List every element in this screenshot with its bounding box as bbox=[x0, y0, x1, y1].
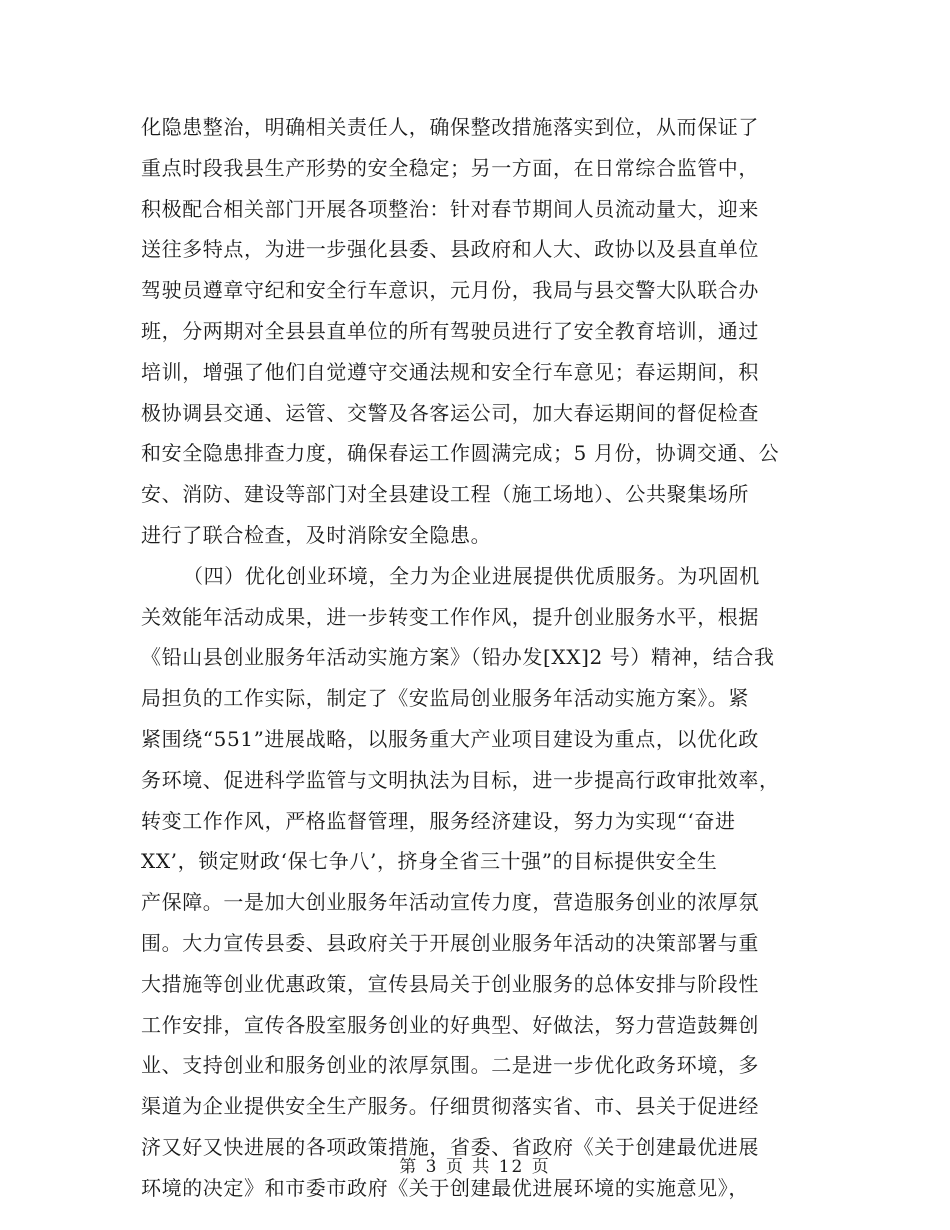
text-line: 积极配合相关部门开展各项整治：针对春节期间人员流动量大，迎来 bbox=[141, 196, 759, 221]
section-heading-line: （四）优化创业环境，全力为企业进展提供优质服务。为巩固机 bbox=[183, 563, 760, 588]
text-line: 关效能年活动成果，进一步转变工作作风，提升创业服务水平，根据 bbox=[141, 604, 759, 629]
text-line: 工作安排，宣传各股室服务创业的好典型、好做法，努力营造鼓舞创 bbox=[141, 1012, 759, 1037]
text-line: 班，分两期对全县县直单位的所有驾驶员进行了安全教育培训，通过 bbox=[141, 318, 759, 343]
text-line: 驾驶员遵章守纪和安全行车意识，元月份，我局与县交警大队联合办 bbox=[141, 278, 759, 303]
text-line: 局担负的工作实际，制定了《安监局创业服务年活动实施方案》。紧 bbox=[141, 686, 749, 711]
text-line: 渠道为企业提供安全生产服务。仔细贯彻落实省、市、县关于促进经 bbox=[141, 1094, 759, 1119]
text-line: 产保障。一是加大创业服务年活动宣传力度，营造服务创业的浓厚氛 bbox=[141, 890, 759, 915]
text-line: 化隐患整治，明确相关责任人，确保整改措施落实到位，从而保证了 bbox=[141, 115, 759, 139]
text-line: 大措施等创业优惠政策，宣传县局关于创业服务的总体安排与阶段性 bbox=[141, 971, 759, 996]
text-line: 进行了联合检查，及时消除安全隐患。 bbox=[141, 522, 492, 547]
text-line: 极协调县交通、运管、交警及各客运公司，加大春运期间的督促检查 bbox=[141, 400, 759, 425]
text-line: 重点时段我县生产形势的安全稳定；另一方面，在日常综合监管中， bbox=[141, 155, 759, 180]
text-line: 紧围绕“551”进展战略，以服务重大产业项目建设为重点，以优化政 bbox=[141, 726, 759, 751]
page-number-footer: 第 3 页 共 12 页 bbox=[399, 1157, 551, 1177]
text-line: 济又好又快进展的各项政策措施，省委、省政府《关于创建最优进展 bbox=[141, 1134, 759, 1159]
text-line: XX’，锁定财政‘保七争八’，挤身全省三十强”的目标提供安全生 bbox=[141, 849, 718, 874]
text-line: 《铅山县创业服务年活动实施方案》（铅办发[XX]2 号）精神，结合我 bbox=[141, 645, 775, 670]
text-line: 环境的决定》和市委市政府《关于创建最优进展环境的实施意见》， bbox=[141, 1175, 749, 1200]
text-line: 围。大力宣传县委、县政府关于开展创业服务年活动的决策部署与重 bbox=[141, 930, 759, 955]
text-line: 送往多特点，为进一步强化县委、县政府和人大、政协以及县直单位 bbox=[141, 237, 759, 262]
text-line: 培训，增强了他们自觉遵守交通法规和安全行车意见；春运期间，积 bbox=[141, 359, 759, 384]
text-line: 业、支持创业和服务创业的浓厚氛围。二是进一步优化政务环境，多 bbox=[141, 1053, 759, 1078]
text-line: 安、消防、建设等部门对全县建设工程（施工场地）、公共聚集场所 bbox=[141, 482, 749, 507]
text-line: 和安全隐患排查力度，确保春运工作圆满完成；5 月份，协调交通、公 bbox=[141, 441, 780, 466]
text-line: 转变工作作风，严格监督管理，服务经济建设，努力为实现“‘奋进 bbox=[141, 808, 736, 833]
document-body bbox=[141, 107, 831, 1209]
text-line: 务环境、促进科学监管与文明执法为目标，进一步提高行政审批效率， bbox=[141, 767, 780, 792]
